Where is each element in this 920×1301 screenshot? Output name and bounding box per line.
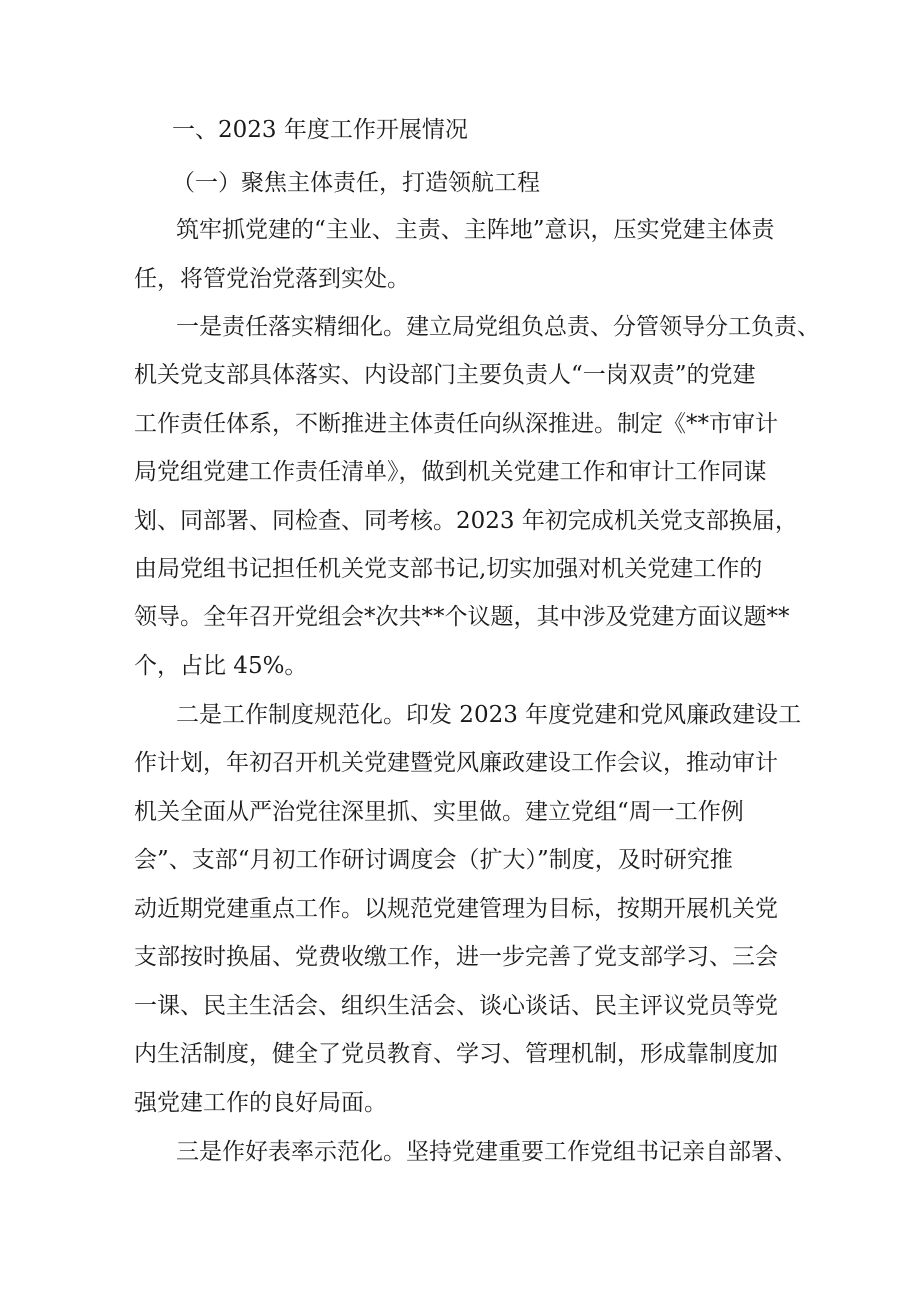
paragraph-line: 由局党组书记担任机关党支部书记,切实加强对机关党建工作的: [134, 556, 763, 582]
paragraph-line: 二是工作制度规范化。印发 2023 年度党建和党风廉政建设工: [176, 702, 802, 728]
paragraph-line: 划、同部署、同检查、同考核。2023 年初完成机关党支部换届，: [134, 508, 798, 534]
paragraph-line: 强党建工作的良好局面。: [134, 1090, 387, 1116]
paragraph-line: 三是作好表率示范化。坚持党建重要工作党组书记亲自部署、: [176, 1139, 797, 1165]
paragraph-line: 局党组党建工作责任清单》，做到机关党建工作和审计工作同谋: [134, 459, 767, 485]
paragraph-line: 作计划，年初召开机关党建暨党风廉政建设工作会议，推动审计: [134, 750, 778, 776]
paragraph-line: 工作责任体系，不断推进主体责任向纵深推进。制定《**市审计: [134, 411, 778, 437]
paragraph-line: 内生活制度，健全了党员教育、学习、管理机制，形成靠制度加: [134, 1041, 778, 1067]
paragraph-line: 动近期党建重点工作。以规范党建管理为目标，按期开展机关党: [134, 896, 778, 922]
paragraph-line: 一课、民主生活会、组织生活会、谈心谈话、民主评议党员等党: [134, 993, 778, 1019]
paragraph-line: 任，将管党治党落到实处。: [134, 266, 410, 292]
paragraph-line: 机关全面从严治党往深里抓、实里做。建立党组“周一工作例: [134, 799, 744, 825]
paragraph-line: 一是责任落实精细化。建立局党组负总责、分管领导分工负责、: [176, 314, 820, 340]
paragraph-line: 筑牢抓党建的“主业、主责、主阵地”意识，压实党建主体责: [176, 217, 775, 243]
section-heading: 一、2023 年度工作开展情况: [172, 117, 468, 143]
subsection-heading: （一）聚焦主体责任，打造领航工程: [172, 170, 540, 196]
paragraph-line: 个，占比 45%。: [134, 653, 308, 679]
paragraph-line: 领导。全年召开党组会*次共**个议题，其中涉及党建方面议题**: [134, 604, 790, 630]
paragraph-line: 支部按时换届、党费收缴工作，进一步完善了党支部学习、三会: [134, 944, 778, 970]
paragraph-line: 机关党支部具体落实、内设部门主要负责人“一岗双责”的党建: [134, 362, 756, 388]
paragraph-line: 会”、支部“月初工作研讨调度会（扩大）”制度，及时研究推: [134, 847, 733, 873]
